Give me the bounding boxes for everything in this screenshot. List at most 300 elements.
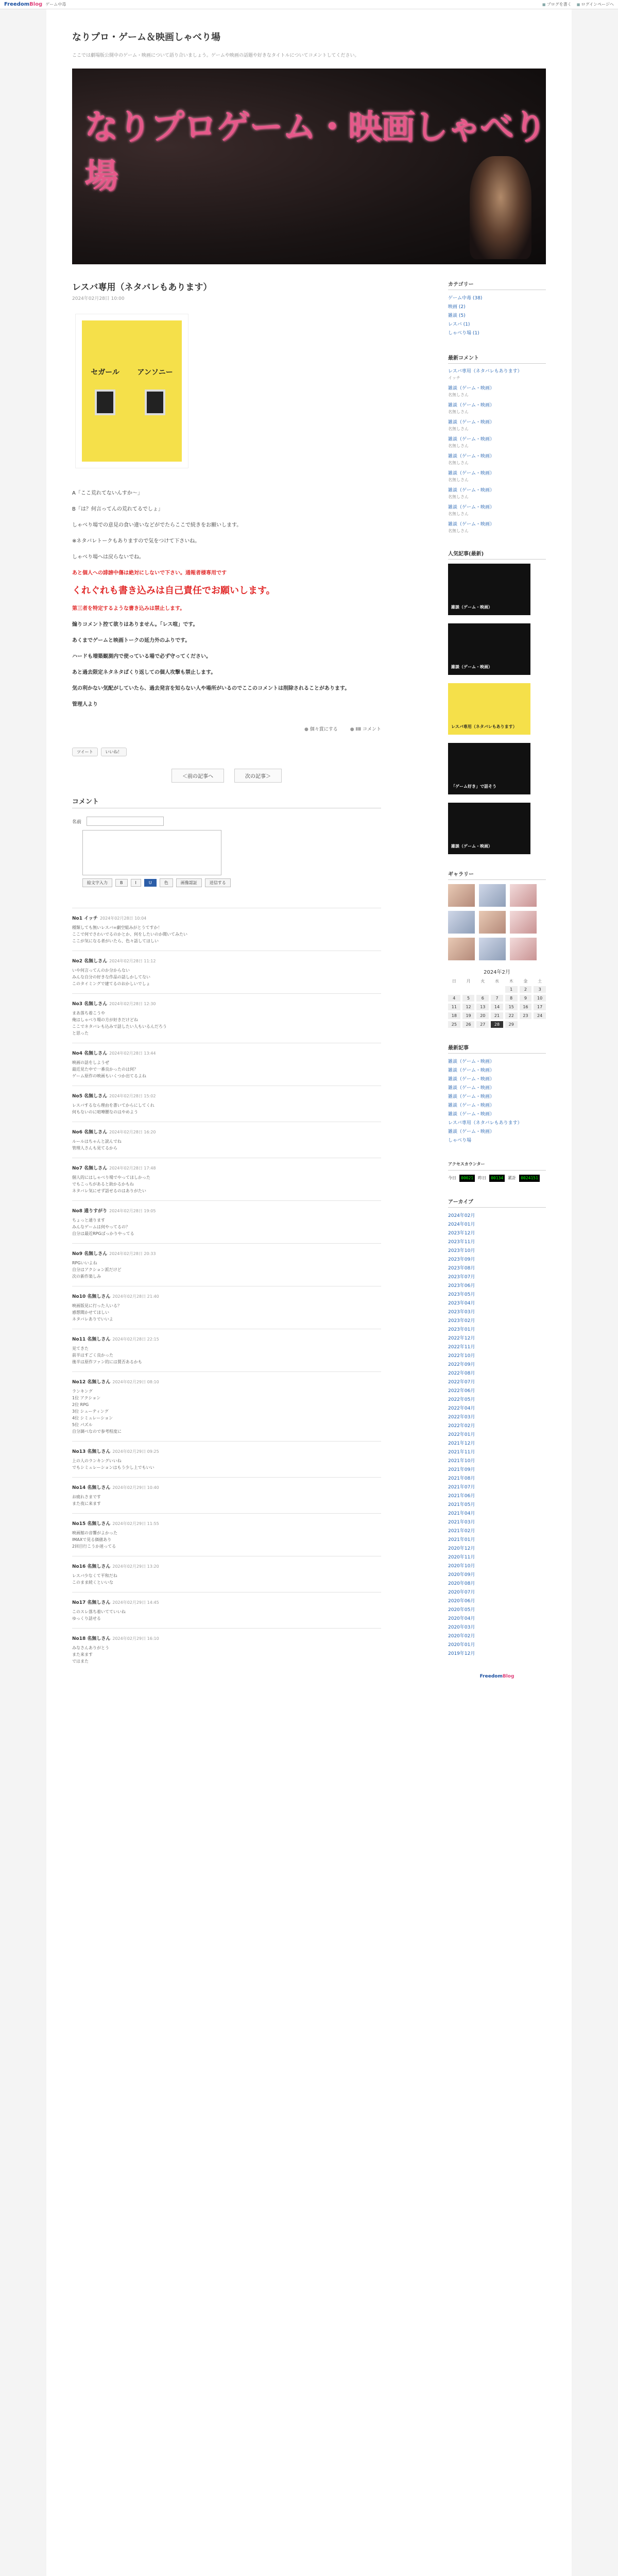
recent-comment-author: 名無しさん xyxy=(448,410,469,414)
calendar-day[interactable]: 10 xyxy=(534,995,546,1002)
site-header xyxy=(72,9,546,264)
counter-row xyxy=(478,1175,505,1182)
comment-line: 次の新作楽しみ xyxy=(72,1274,101,1279)
comment-body xyxy=(72,1010,381,1037)
archive-link[interactable]: 2023年06月 xyxy=(448,1283,475,1289)
comment-header xyxy=(72,1335,381,1342)
comment-date: 2024年02月28日 11:12 xyxy=(109,959,156,963)
comment-header xyxy=(72,1563,381,1569)
comment-line: ではまた xyxy=(72,1659,89,1664)
archive-link[interactable]: 2020年02月 xyxy=(448,1634,475,1639)
comment-body xyxy=(72,1608,381,1622)
archive-link[interactable]: 2020年10月 xyxy=(448,1564,475,1569)
comment-line: 自分は最近RPGばっかりやってる xyxy=(72,1231,134,1236)
recent-comment xyxy=(448,453,546,466)
comment-body xyxy=(72,1388,381,1435)
page-wrapper xyxy=(46,9,572,2576)
archive-link[interactable]: 2021年07月 xyxy=(448,1485,475,1490)
archive-link[interactable]: 2020年09月 xyxy=(448,1572,475,1578)
counter-box xyxy=(448,1161,546,1182)
color-button[interactable]: 色 xyxy=(160,878,173,887)
calendar-day[interactable]: 22 xyxy=(505,1012,518,1019)
archive-link[interactable]: 2022年09月 xyxy=(448,1362,475,1367)
comment-author: No7 名無しさん xyxy=(72,1166,108,1171)
comment-body xyxy=(72,1494,381,1507)
archive-link[interactable]: 2021年03月 xyxy=(448,1520,475,1525)
site-title[interactable]: なりプロ・ゲーム＆映画しゃべり場 xyxy=(72,32,220,43)
calendar-heading: 2024年2月 xyxy=(484,970,510,975)
calendar-weekday: 木 xyxy=(509,979,513,984)
categories-box xyxy=(448,280,546,338)
submit-button[interactable]: 送信する xyxy=(205,878,231,887)
calendar-day[interactable]: 15 xyxy=(505,1004,518,1010)
like-button[interactable]: いいね！ xyxy=(101,748,127,756)
calendar-day[interactable]: 13 xyxy=(476,1004,489,1010)
comment-line: でもこっちがあると助かるかもね xyxy=(72,1182,134,1187)
comment-line: 1位 アクション xyxy=(72,1396,101,1400)
comment-line: IMAXで見る価値あり xyxy=(72,1537,112,1542)
comment-line: ネタバレ気にせず話せるのはありがたい xyxy=(72,1189,146,1193)
tweet-button[interactable]: ツイート xyxy=(72,748,98,756)
comment-header xyxy=(72,957,381,964)
post-paragraph: しゃべり場での意見の食い違いなどがでたらここで続きをお願いします。 xyxy=(72,522,242,528)
latest-post-link[interactable]: 雑談（ゲーム・映画） xyxy=(448,1129,495,1134)
archive-link[interactable]: 2023年02月 xyxy=(448,1318,475,1324)
archive-link[interactable]: 2021年01月 xyxy=(448,1537,475,1543)
archive-link[interactable]: 2021年02月 xyxy=(448,1529,475,1534)
comment-line: 自分はアクション派だけど xyxy=(72,1267,122,1272)
comment-line: みなさんありがとう xyxy=(72,1646,109,1650)
recent-comment-link[interactable]: 雑談（ゲーム・映画） xyxy=(448,454,495,459)
comment-header xyxy=(72,1128,381,1135)
comment-date: 2024年02月29日 08:10 xyxy=(112,1380,159,1384)
calendar-day[interactable]: 21 xyxy=(491,1012,503,1019)
archive-link[interactable]: 2021年08月 xyxy=(448,1476,475,1481)
counter-value: 00021 xyxy=(459,1175,475,1182)
comment-body xyxy=(72,1217,381,1237)
archive-link[interactable]: 2023年12月 xyxy=(448,1231,475,1236)
recent-comment xyxy=(448,487,546,500)
archive-link[interactable]: 2021年05月 xyxy=(448,1502,475,1507)
comment-author: No16 名無しさん xyxy=(72,1564,111,1569)
calendar-day[interactable]: 20 xyxy=(476,1012,489,1019)
comment-date: 2024年02月29日 16:10 xyxy=(112,1636,159,1641)
latest-post-link[interactable]: しゃべり場 xyxy=(448,1138,472,1143)
popular-title: 雑談（ゲーム・映画） xyxy=(451,844,492,849)
footer-logo[interactable]: FreedomBlog xyxy=(479,1674,514,1679)
gallery-thumbnail[interactable] xyxy=(479,938,506,960)
recent-comment-link[interactable]: 雑談（ゲーム・映画） xyxy=(448,522,495,527)
comment xyxy=(72,1628,381,1671)
comment-body xyxy=(72,1102,381,1115)
comment-body xyxy=(72,1059,381,1079)
calendar xyxy=(448,978,546,1028)
comment-date: 2024年02月29日 09:25 xyxy=(112,1449,159,1454)
popular-thumbnail[interactable] xyxy=(448,803,530,854)
comment-body xyxy=(72,1138,381,1151)
comment-date: 2024年02月28日 10:04 xyxy=(99,916,147,921)
gallery-thumbnail[interactable] xyxy=(448,911,475,934)
comment-line: 2位 RPG xyxy=(72,1402,89,1407)
archive-link[interactable]: 2022年01月 xyxy=(448,1432,475,1437)
comment-line: と思った xyxy=(72,1031,89,1036)
comment xyxy=(72,1441,381,1477)
global-topbar xyxy=(0,0,618,9)
prev-post-button[interactable]: ＜前の記事へ xyxy=(171,769,224,783)
calendar-day[interactable]: 12 xyxy=(462,1004,475,1010)
archive-link[interactable]: 2024年01月 xyxy=(448,1222,475,1227)
comment xyxy=(72,1043,381,1086)
calendar-day[interactable]: 16 xyxy=(520,1004,532,1010)
comment-line: 俺はしゃべり場の方が好きだけどね xyxy=(72,1018,138,1022)
popular-box xyxy=(448,549,546,854)
counter-label: 累計 xyxy=(508,1176,517,1180)
calendar-day[interactable]: 18 xyxy=(448,1012,460,1019)
comment xyxy=(72,1371,381,1441)
calendar-day[interactable]: 26 xyxy=(462,1021,475,1028)
recent-comment-link[interactable]: 雑談（ゲーム・映画） xyxy=(448,420,495,425)
comment-line: みんなゲームは何やってるの？ xyxy=(72,1225,130,1229)
comment-line: レスバ少なくて平和だね xyxy=(72,1573,117,1578)
recent-comment xyxy=(448,368,546,381)
comment-body xyxy=(72,1345,381,1365)
archive-link[interactable]: 2023年09月 xyxy=(448,1257,475,1262)
calendar-day[interactable]: 17 xyxy=(534,1004,546,1010)
comment-line: RPGいいよね xyxy=(72,1261,97,1265)
calendar-weekday: 月 xyxy=(466,979,471,984)
archive-heading: アーカイブ xyxy=(448,1197,546,1208)
comment-line: このスレ落ち着いてていいね xyxy=(72,1609,126,1614)
main-column xyxy=(72,280,381,1679)
archive-link[interactable]: 2024年02月 xyxy=(448,1213,475,1218)
comment-header xyxy=(72,1164,381,1171)
calendar-day xyxy=(462,986,475,993)
counter-label: 今日 xyxy=(448,1176,456,1180)
bold-button[interactable]: B xyxy=(115,879,128,887)
archive-link[interactable]: 2020年08月 xyxy=(448,1581,475,1586)
topbar-links xyxy=(542,2,614,7)
recent-comment-link[interactable]: 雑談（ゲーム・映画） xyxy=(448,437,495,442)
archive-link[interactable]: 2020年01月 xyxy=(448,1642,475,1648)
emoji-button[interactable]: 絵文字入力 xyxy=(82,878,112,887)
archive-link[interactable]: 2023年08月 xyxy=(448,1266,475,1271)
comment xyxy=(72,1086,381,1122)
comment-line: 見てきた xyxy=(72,1346,89,1351)
comment-line: 後半は原作ファン的には賛否あるかも xyxy=(72,1360,142,1364)
archive-link[interactable]: 2021年06月 xyxy=(448,1494,475,1499)
comment-line: 何もないのに喧嘩腰なのはやめよう xyxy=(72,1110,138,1114)
comment-header xyxy=(72,1599,381,1605)
archive-link[interactable]: 2022年05月 xyxy=(448,1397,475,1402)
comment-date: 2024年02月28日 12:30 xyxy=(109,1002,156,1006)
post-paragraph: 気の利かない気配がしていたら、過去発言を知らない人や場所がいるのでここのコメントは削除されることがあります。 xyxy=(72,686,350,691)
calendar-day xyxy=(476,986,489,993)
calendar-weekday: 金 xyxy=(523,979,528,984)
archive-link[interactable]: 2021年09月 xyxy=(448,1467,475,1472)
gallery-thumbnail[interactable] xyxy=(510,938,537,960)
archive-link[interactable]: 2022年11月 xyxy=(448,1345,475,1350)
calendar-day[interactable]: 1 xyxy=(505,986,518,993)
archive-link[interactable]: 2023年10月 xyxy=(448,1248,475,1253)
post-paragraph: 煽りコメント控て欲りはありません。「レス喧」です。 xyxy=(72,622,198,628)
comment-date: 2024年02月28日 16:20 xyxy=(109,1130,156,1134)
archive-link[interactable]: 2023年07月 xyxy=(448,1275,475,1280)
archive-link[interactable]: 2022年03月 xyxy=(448,1415,475,1420)
gallery-thumbnail[interactable] xyxy=(448,884,475,907)
comment-header xyxy=(72,1293,381,1299)
comment-line: 前半はすごく良かった xyxy=(72,1353,113,1358)
archive-link[interactable]: 2022年07月 xyxy=(448,1380,475,1385)
calendar-weekday: 日 xyxy=(452,979,456,984)
archive-link[interactable]: 2023年05月 xyxy=(448,1292,475,1297)
counter-value: 0024151 xyxy=(519,1175,540,1182)
comment-body xyxy=(72,1645,381,1665)
recent-comment-link[interactable]: 雑談（ゲーム・映画） xyxy=(448,505,495,510)
archive-link[interactable]: 2020年06月 xyxy=(448,1599,475,1604)
category-link[interactable]: ゲーム中毒 (38) xyxy=(448,296,483,301)
comment-header xyxy=(72,1448,381,1454)
calendar-weekday: 土 xyxy=(538,979,542,984)
comment-header xyxy=(72,1520,381,1527)
login-link[interactable]: ■ ログインページへ xyxy=(577,2,614,7)
comment-header xyxy=(72,1250,381,1257)
recent-comment xyxy=(448,419,546,432)
latest-post-link[interactable]: 雑談（ゲーム・映画） xyxy=(448,1059,495,1064)
comment xyxy=(72,908,381,951)
calendar-day[interactable]: 29 xyxy=(505,1021,518,1028)
calendar-day[interactable]: 23 xyxy=(520,1012,532,1019)
comment-line: 3位 シューティング xyxy=(72,1409,109,1414)
comment-line: ゲーム原作の映画もいくつか出てるよね xyxy=(72,1074,146,1078)
calendar-day[interactable]: 4 xyxy=(448,995,460,1002)
content-area xyxy=(72,280,546,1679)
comment-line: 映画館の音響がよかった xyxy=(72,1531,117,1535)
post-date: 2024年02月28日 10:00 xyxy=(72,296,125,301)
comment-line: このタイミングで建てるのおかしいでしょ xyxy=(72,981,150,986)
calendar-day[interactable]: 9 xyxy=(520,995,532,1002)
comment-line: 映画版見に行った人いる？ xyxy=(72,1303,122,1308)
recent-comment-link[interactable]: 雑談（ゲーム・映画） xyxy=(448,471,495,476)
comment-line: 上の人のランキングいいね xyxy=(72,1459,122,1463)
recent-comment-link[interactable]: レスバ専用（ネタバレもあります） xyxy=(448,369,522,374)
next-post-button[interactable]: 次の記事＞ xyxy=(234,769,282,783)
comment xyxy=(72,1477,381,1513)
recent-comment-author: 名無しさん xyxy=(448,478,469,482)
gallery-thumbnail[interactable] xyxy=(510,911,537,934)
category-link[interactable]: 映画 (2) xyxy=(448,304,466,310)
comment-date: 2024年02月29日 11:55 xyxy=(112,1521,159,1526)
banner-portrait xyxy=(470,156,531,259)
popular-thumbnail[interactable] xyxy=(448,743,530,794)
latest-post-link[interactable]: 雑談（ゲーム・映画） xyxy=(448,1103,495,1108)
archive-link[interactable]: 2022年06月 xyxy=(448,1388,475,1394)
archive-link[interactable]: 2020年11月 xyxy=(448,1555,475,1560)
archive-link[interactable]: 2022年02月 xyxy=(448,1423,475,1429)
captcha-checkbox[interactable]: 画像認証 xyxy=(176,878,202,887)
write-blog-link[interactable]: ■ ブログを書く xyxy=(542,2,572,7)
archive-link[interactable]: 2020年07月 xyxy=(448,1590,475,1595)
comment-body xyxy=(72,1260,381,1280)
gallery-thumbnail[interactable] xyxy=(448,938,475,960)
latest-post-link[interactable]: レスバ専用（ネタバレもあります） xyxy=(448,1121,522,1126)
comment-header xyxy=(72,1484,381,1490)
counter-label: 昨日 xyxy=(478,1176,487,1180)
comment-line: また来ます xyxy=(72,1652,93,1657)
counter-value: 00134 xyxy=(489,1175,505,1182)
archive-link[interactable]: 2021年11月 xyxy=(448,1450,475,1455)
comment-line: お疲れさまです xyxy=(72,1495,101,1499)
sign-left: セガール xyxy=(91,367,119,415)
comment-date: 2024年02月28日 22:15 xyxy=(112,1337,159,1342)
popular-title: 雑談（ゲーム・映画） xyxy=(451,665,492,669)
gallery-thumbnail[interactable] xyxy=(479,884,506,907)
comment-line: いや何言ってんのか分からない xyxy=(72,968,130,973)
popular-thumbnail[interactable] xyxy=(448,564,530,615)
comment-form-buttons xyxy=(82,878,381,887)
underline-button[interactable]: U xyxy=(144,879,157,887)
comment xyxy=(72,1556,381,1592)
calendar-day[interactable]: 7 xyxy=(491,995,503,1002)
popular-thumbnail[interactable] xyxy=(448,623,530,675)
comment-count-link[interactable]: ● ⅡⅢ コメント xyxy=(350,725,381,732)
category-link[interactable]: ● 個々賞にする xyxy=(304,725,338,732)
comment-line: ここが気になる者がいたら、色々話してほしい xyxy=(72,939,159,943)
freedom-blog-logo[interactable]: FreedomBlog xyxy=(4,2,43,7)
sign-right: アンソニー xyxy=(138,367,173,415)
archive-link[interactable]: 2020年05月 xyxy=(448,1607,475,1613)
category-link[interactable]: しゃべり場 (1) xyxy=(448,331,479,336)
comment-body xyxy=(72,1572,381,1586)
archive-link[interactable]: 2020年04月 xyxy=(448,1616,475,1621)
calendar-day[interactable]: 3 xyxy=(534,986,546,993)
calendar-day[interactable]: 19 xyxy=(462,1012,475,1019)
comment-author: No11 名無しさん xyxy=(72,1337,111,1342)
archive-link[interactable]: 2021年04月 xyxy=(448,1511,475,1516)
comment-header xyxy=(72,1092,381,1099)
comment-header xyxy=(72,1378,381,1385)
comment-author: No9 名無しさん xyxy=(72,1251,108,1257)
comment-author: No15 名無しさん xyxy=(72,1521,111,1527)
banner-title: なりプロゲーム・映画しゃべり場 xyxy=(84,107,546,196)
latest-post-link[interactable]: 雑談（ゲーム・映画） xyxy=(448,1086,495,1091)
latest-post-link[interactable]: 雑談（ゲーム・映画） xyxy=(448,1077,495,1082)
comment-author: No13 名無しさん xyxy=(72,1449,111,1454)
gallery-thumbnail[interactable] xyxy=(479,911,506,934)
archive-link[interactable]: 2020年03月 xyxy=(448,1625,475,1630)
comment-textarea[interactable] xyxy=(82,830,221,875)
archive-box xyxy=(448,1197,546,1658)
archive-link[interactable]: 2023年04月 xyxy=(448,1301,475,1306)
category-link[interactable]: レスバ (1) xyxy=(448,322,470,327)
post-image xyxy=(75,314,188,468)
calendar-day xyxy=(491,986,503,993)
comment-line: 最近見た中で一番良かったのは何？ xyxy=(72,1067,138,1072)
recent-comment xyxy=(448,402,546,415)
recent-comment-link[interactable]: 雑談（ゲーム・映画） xyxy=(448,403,495,408)
counter-heading: アクセスカウンター xyxy=(448,1161,546,1171)
post-paragraph: あくまでゲームと映画トークの延力外のふりです。 xyxy=(72,638,191,643)
archive-link[interactable]: 2022年04月 xyxy=(448,1406,475,1411)
comment-line: ここで何でさわいでるのかとか、何をしたいのか聞いてみたい xyxy=(72,932,187,937)
comment-header xyxy=(72,1049,381,1056)
calendar-day[interactable]: 6 xyxy=(476,995,489,1002)
recent-comment-author: 名無しさん xyxy=(448,461,469,465)
archive-link[interactable]: 2019年12月 xyxy=(448,1651,475,1656)
calendar-day[interactable]: 2 xyxy=(520,986,532,993)
comment-author: No3 名無しさん xyxy=(72,1002,108,1007)
latest-post-link[interactable]: 雑談（ゲーム・映画） xyxy=(448,1094,495,1099)
comment-author: No18 名無しさん xyxy=(72,1636,111,1641)
comment-line: ちょっと通ります xyxy=(72,1218,105,1223)
archive-link[interactable]: 2021年10月 xyxy=(448,1459,475,1464)
calendar-day[interactable]: 28 xyxy=(491,1021,503,1028)
comment-date: 2024年02月28日 20:33 xyxy=(109,1251,156,1256)
comment-header xyxy=(72,1635,381,1641)
counter-row xyxy=(508,1175,540,1182)
name-input[interactable] xyxy=(87,817,164,826)
recent-comment xyxy=(448,385,546,398)
archive-link[interactable]: 2023年11月 xyxy=(448,1240,475,1245)
share-buttons xyxy=(72,748,381,756)
sidebar xyxy=(448,280,546,1679)
comment xyxy=(72,1286,381,1329)
comment-author: No10 名無しさん xyxy=(72,1294,111,1299)
calendar-day[interactable]: 14 xyxy=(491,1004,503,1010)
comment-line: 4位 シミュレーション xyxy=(72,1416,113,1420)
recent-comment-link[interactable]: 雑談（ゲーム・映画） xyxy=(448,386,495,391)
comment-line: 5位 パズル xyxy=(72,1422,93,1427)
comment-author: No4 名無しさん xyxy=(72,1051,108,1056)
archive-link[interactable]: 2023年01月 xyxy=(448,1327,475,1332)
recent-comment-link[interactable]: 雑談（ゲーム・映画） xyxy=(448,488,495,493)
calendar-day[interactable]: 25 xyxy=(448,1021,460,1028)
name-label: 名前 xyxy=(72,819,82,825)
comment-line: でもシミュレーションはもう少し上でもいい xyxy=(72,1465,154,1470)
archive-link[interactable]: 2022年08月 xyxy=(448,1371,475,1376)
comment-line: 種類しても無いレスバ=劇空組みがとうてすか！ xyxy=(72,925,162,930)
latest-post-link[interactable]: 雑談（ゲーム・映画） xyxy=(448,1068,495,1073)
post-body xyxy=(72,489,381,709)
popular-thumbnail[interactable] xyxy=(448,683,530,735)
comment-line: ランキング xyxy=(72,1389,93,1394)
gallery-thumbnail[interactable] xyxy=(510,884,537,907)
site-description: ここでは劇場版公開中のゲーム・映画について語り合いましょう。ゲームや映画の話題や好きなタイトルについてコメントしてください。 xyxy=(72,53,359,58)
calendar-day[interactable]: 27 xyxy=(476,1021,489,1028)
recent-comment-author: 名無しさん xyxy=(448,529,469,533)
italic-button[interactable]: I xyxy=(131,879,141,887)
comment xyxy=(72,1592,381,1628)
archive-link[interactable]: 2020年12月 xyxy=(448,1546,475,1551)
post-paragraph: しゃべり場へは戻らないでね。 xyxy=(72,554,144,560)
comment-date: 2024年02月29日 10:40 xyxy=(112,1485,159,1490)
recent-comment-author: 名無しさん xyxy=(448,512,469,516)
comment-author: No8 通りすがり xyxy=(72,1209,108,1214)
calendar-day[interactable]: 8 xyxy=(505,995,518,1002)
category-link[interactable]: 雑談 (5) xyxy=(448,313,466,318)
calendar-day[interactable]: 11 xyxy=(448,1004,460,1010)
archive-link[interactable]: 2022年12月 xyxy=(448,1336,475,1341)
comment xyxy=(72,1329,381,1371)
recent-comment-author: 名無しさん xyxy=(448,427,469,431)
comment xyxy=(72,1513,381,1556)
calendar-day[interactable]: 5 xyxy=(462,995,475,1002)
post-paragraph: 管理人より xyxy=(72,702,98,707)
archive-link[interactable]: 2023年03月 xyxy=(448,1310,475,1315)
calendar-day[interactable]: 24 xyxy=(534,1012,546,1019)
latest-post-link[interactable]: 雑談（ゲーム・映画） xyxy=(448,1112,495,1117)
archive-link[interactable]: 2021年12月 xyxy=(448,1441,475,1446)
archive-link[interactable]: 2022年10月 xyxy=(448,1353,475,1359)
